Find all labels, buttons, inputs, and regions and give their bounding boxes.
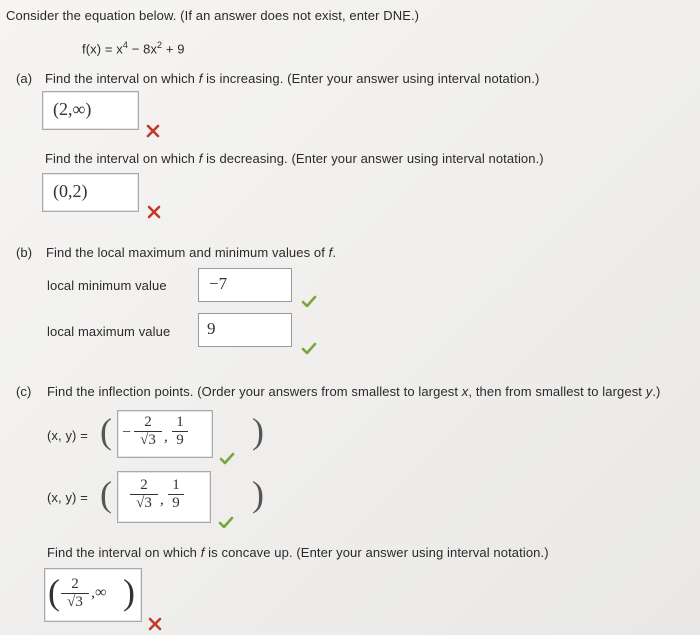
- check-icon: [219, 451, 235, 465]
- point-1-label: (x, y) =: [47, 428, 88, 443]
- part-b-label: (b): [16, 245, 33, 260]
- right-paren: ): [252, 411, 264, 451]
- concave-prompt: Find the interval on which f is concave up. (Enter your answer using interval notation.): [47, 545, 549, 560]
- local-min-answer: −7: [209, 274, 228, 293]
- local-max-answer-box[interactable]: [198, 313, 292, 347]
- cross-icon: [148, 617, 162, 631]
- point-2-y-fraction: $\frac{1}{9}$: [168, 477, 184, 512]
- check-icon: [218, 515, 234, 529]
- equation: $f(x) = x^4 - 8x^2 + 9$: [82, 40, 185, 57]
- left-paren: (: [100, 474, 112, 514]
- point-2-x-fraction: $\frac{2}{√3}$: [130, 477, 158, 512]
- part-c-label: (c): [16, 384, 32, 399]
- local-min-answer-box[interactable]: [198, 268, 292, 302]
- concave-fraction: $\frac{2}{√3}$: [61, 576, 89, 611]
- decreasing-answer-box[interactable]: [42, 173, 139, 212]
- point-1-y-fraction: $\frac{1}{9}$: [172, 414, 188, 449]
- point-1-sign: −: [122, 424, 132, 441]
- local-min-label: local minimum value: [47, 278, 167, 293]
- part-a-label: (a): [16, 71, 33, 86]
- cross-icon: [146, 124, 160, 138]
- check-icon: [301, 294, 317, 308]
- decreasing-answer: (0,2): [53, 181, 88, 201]
- decreasing-prompt: Find the interval on which f is decreasing. (Enter your answer using interval notation.): [45, 151, 544, 166]
- point-1-x-fraction: $\frac{2}{√3}$: [134, 414, 162, 449]
- local-max-answer: 9: [207, 319, 216, 338]
- right-paren: ): [252, 474, 264, 514]
- point-1-answer-box[interactable]: − $\frac{2}{√3}$ , $\frac{1}{9}$: [117, 410, 213, 458]
- check-icon: [301, 341, 317, 355]
- concave-tail: ,∞: [91, 584, 107, 601]
- instructions-text: Consider the equation below. (If an answer does not exist, enter DNE.): [6, 8, 420, 23]
- point-2-answer-box[interactable]: $\frac{2}{√3}$ , $\frac{1}{9}$: [117, 471, 211, 523]
- left-paren: (: [100, 411, 112, 451]
- cross-icon: [147, 205, 161, 219]
- point-2-label: (x, y) =: [47, 490, 88, 505]
- increasing-answer: (2,∞): [53, 99, 92, 119]
- increasing-prompt: Find the interval on which f is increasing. (Enter your answer using interval notation.): [45, 71, 540, 86]
- local-max-label: local maximum value: [47, 324, 171, 339]
- part-b-prompt: Find the local maximum and minimum values of f.: [46, 245, 337, 260]
- increasing-answer-box[interactable]: [42, 91, 139, 130]
- part-c-prompt: Find the inflection points. (Order your answers from smallest to largest x, then from smallest to largest y.): [47, 384, 661, 399]
- concave-up-answer-box[interactable]: ( $\frac{2}{√3}$ ,∞ ): [44, 568, 142, 622]
